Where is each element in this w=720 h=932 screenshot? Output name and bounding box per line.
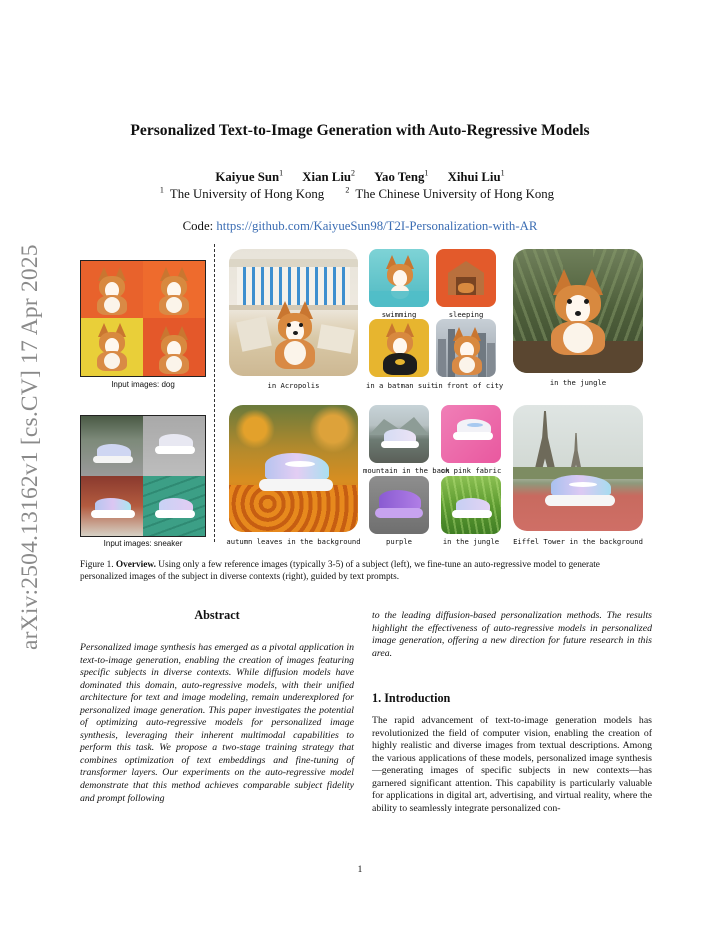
arxiv-stamp: arXiv:2504.13162v1 [cs.CV] 17 Apr 2025 bbox=[17, 244, 43, 650]
code-label: Code: bbox=[182, 219, 217, 233]
code-line bbox=[60, 219, 660, 234]
affiliations bbox=[60, 186, 660, 202]
sneaker-autumn-image bbox=[229, 405, 358, 532]
abstract-heading: Abstract bbox=[194, 608, 240, 622]
figure-caption-text: Using only a few reference images (typically 3-5) of a subject (left), we fine-tune an auto-regressive model to generate personalized images of the subject in diverse contexts (right), guided by text prompts. bbox=[80, 560, 600, 582]
dog-input-image bbox=[143, 261, 205, 318]
sneaker-input-image bbox=[143, 476, 205, 536]
tag-sleeping: sleeping bbox=[448, 310, 484, 319]
introduction-body: The rapid advancement of text-to-image generation models has revolutionized the field of computer vision, enabling the creation of highly realistic and diverse images from textual descriptions. Among the various applications of these models, personalized image synthesis—generating images of specific subjects in new contexts—has garnered significant attention. This capability is particularly valuable for applications in digital art, advertising, and virtual reality, where the ability to seamlessly integrate personalized con- bbox=[372, 715, 652, 814]
tag-sneaker-jungle: in the jungle bbox=[442, 537, 500, 546]
dog-batman-image bbox=[369, 319, 429, 377]
author-list bbox=[60, 169, 660, 185]
author: Xihui Liu$^1$ bbox=[447, 169, 505, 185]
dog-jungle-image bbox=[513, 249, 643, 373]
tag-eiffel: Eiffel Tower in the background bbox=[513, 537, 643, 546]
dog-input-label: Input images: dog bbox=[111, 380, 175, 389]
sneaker-mountain-image bbox=[369, 405, 429, 463]
abstract-continued: to the leading diffusion-based personalization methods. The results highlight the effectiveness of auto-regressive models in personalized image generation, offering a new direction for future research in this area. bbox=[372, 610, 652, 659]
page-number: 1 bbox=[357, 864, 363, 875]
sneaker-pink-image bbox=[441, 405, 501, 463]
dog-city-image bbox=[436, 319, 496, 377]
tag-dog-jungle: in the jungle bbox=[549, 378, 607, 387]
sneaker-purple-image bbox=[369, 476, 429, 534]
author: Xian Liu$^2$ bbox=[302, 169, 356, 185]
sneaker-input-label: Input images: sneaker bbox=[103, 539, 183, 548]
sneaker-jungle-image bbox=[441, 476, 501, 534]
dog-input-image bbox=[81, 261, 143, 318]
figure-caption bbox=[80, 559, 640, 583]
sneaker-eiffel-image bbox=[513, 405, 643, 531]
code-link[interactable]: https://github.com/KaiyueSun98/T2I-Personalization-with-AR bbox=[216, 219, 538, 233]
tag-acropolis: in Acropolis bbox=[267, 381, 320, 390]
dog-swimming-image bbox=[369, 249, 429, 307]
tag-pink: on pink fabric bbox=[440, 466, 502, 475]
figure-divider bbox=[214, 244, 215, 542]
paper-title: Personalized Text-to-Image Generation with Auto-Regressive Models bbox=[130, 122, 590, 139]
author: Kaiyue Sun$^1$ bbox=[215, 169, 284, 185]
introduction-heading: 1. Introduction bbox=[372, 691, 451, 705]
dog-input-image bbox=[143, 318, 205, 376]
tag-city: in front of city bbox=[434, 381, 504, 390]
tag-mountain: mountain in the back bbox=[363, 466, 450, 475]
tag-purple: purple bbox=[386, 537, 412, 546]
tag-swimming: swimming bbox=[381, 310, 417, 319]
dog-acropolis-image bbox=[229, 249, 358, 376]
figure-caption-bold: Overview. bbox=[115, 560, 156, 570]
sneaker-input-grid bbox=[80, 415, 206, 537]
tag-batman: in a batman suit bbox=[366, 381, 436, 390]
sneaker-input-image bbox=[81, 416, 143, 476]
sneaker-input-image bbox=[81, 476, 143, 536]
affiliation: $^2$ The Chinese University of Hong Kong bbox=[345, 186, 555, 202]
sneaker-input-image bbox=[143, 416, 205, 476]
author: Yao Teng$^1$ bbox=[374, 169, 429, 185]
figure-label: Figure 1. bbox=[80, 560, 114, 570]
tag-autumn: autumn leaves in the background bbox=[226, 537, 361, 546]
dog-sleeping-image bbox=[436, 249, 496, 307]
abstract-body: Personalized image synthesis has emerged as a pivotal application in text-to-image generation, enabling the creation of images featuring specific subjects in diverse contexts. While diffusion models have dominated this domain, auto-regressive models, with their unified architecture for text and image modeling, remain underexplored for personalized image generation. This paper investigates the potential of optimizing auto-regressive models for personalized image synthesis, leveraging their inherent multimodal capabilities to perform this task. We propose a two-stage training strategy that combines optimization of text embeddings and fine-tuning of transformer layers. Our experiments on the auto-regressive model demonstrate that this method achieves comparable subject fidelity and prompt following bbox=[80, 642, 354, 804]
dog-input-image bbox=[81, 318, 143, 376]
dog-input-grid bbox=[80, 260, 206, 377]
affiliation: $^1$ The University of Hong Kong bbox=[159, 186, 325, 202]
